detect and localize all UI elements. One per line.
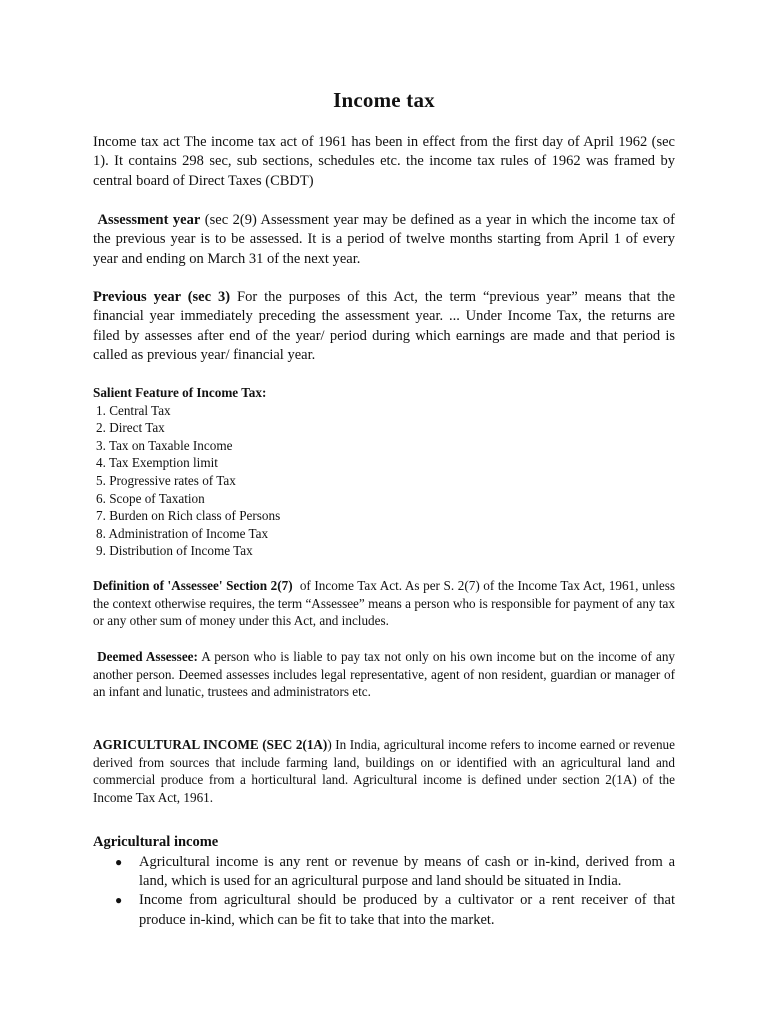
assessee-definition-paragraph xyxy=(93,577,679,630)
assessment-year-label: Assessment year xyxy=(97,212,201,228)
agricultural-income-bullets xyxy=(93,853,675,930)
agricultural-income-heading: Agricultural income xyxy=(93,834,219,850)
deemed-assessee-text: A person who is liable to pay tax not only on his own income but on the income of any another person. Deemed assesses includes legal representative, agent of non resident, guardian or manager of an infant and lunatic, trustees and administrators etc. xyxy=(93,649,676,700)
deemed-assessee-paragraph xyxy=(93,648,675,701)
list-item: 2. Direct Tax xyxy=(96,420,165,436)
list-item xyxy=(93,853,675,891)
previous-year-paragraph xyxy=(93,288,675,366)
page-title: Income tax xyxy=(333,88,435,112)
list-item: 5. Progressive rates of Tax xyxy=(96,472,236,488)
bullet-icon: ● xyxy=(115,855,123,869)
list-item: 6. Scope of Taxation xyxy=(96,490,205,506)
assessment-year-text: (sec 2(9) Assessment year may be defined as a year in which the income tax of the previous year is to be assessed. It is a period of twelve months starting from April 1 of every year and ending on March 31 of the next year. xyxy=(93,212,675,267)
list-item: 9. Distribution of Income Tax xyxy=(96,543,253,559)
previous-year-text: For the purposes of this Act, the term “previous year” means that the financial year immediately preceding the assessment year. ... Under Income Tax, the returns are filed by assesses after end of the year/ period during which earnings are made and that period is called as previous year/ financial year. xyxy=(93,289,676,364)
bullet-text: Agricultural income is any rent or revenue by means of cash or in-kind, derived from a land, which is used for an agricultural purpose and land should be situated in India. xyxy=(139,854,675,890)
salient-features-heading: Salient Feature of Income Tax: xyxy=(93,385,267,400)
bullet-text: Income from agricultural should be produced by a cultivator or a rent receiver of that produce in-kind, which can be fit to take that into the market. xyxy=(139,892,675,928)
list-item: 7. Burden on Rich class of Persons xyxy=(96,508,281,524)
previous-year-label: Previous year (sec 3) xyxy=(93,289,231,305)
deemed-assessee-label: Deemed Assessee: xyxy=(97,649,198,664)
agricultural-income-section-text: ) In India, agricultural income refers to income earned or revenue derived from sources that include farming land, buildings on or identified with an agricultural land and commercial produce from a horticultural land. Agricultural income is defined under section 2(1A) of the Income Tax Act, 1961. xyxy=(93,737,675,805)
list-item: 4. Tax Exemption limit xyxy=(96,455,218,471)
assessee-definition-text: of Income Tax Act. As per S. 2(7) of the Income Tax Act, 1961, unless the context otherwise requires, the term “Assessee” means a person who is responsible for payment of any tax or any other sum of money under this Act, and includes. xyxy=(93,578,679,629)
agricultural-income-section-paragraph xyxy=(93,736,675,806)
intro-paragraph: Income tax act The income tax act of 1961 has been in effect from the first day of April 1962 (sec 1). It contains 298 sec, sub sections, schedules etc. the income tax rules of 1962 was framed by central board of Direct Taxes (CBDT) xyxy=(93,134,675,189)
list-item: 1. Central Tax xyxy=(96,402,171,418)
list-item xyxy=(93,891,675,929)
salient-features-list xyxy=(93,384,281,560)
list-item: 3. Tax on Taxable Income xyxy=(96,437,233,453)
assessment-year-paragraph xyxy=(93,211,675,269)
bullet-icon: ● xyxy=(115,893,123,908)
list-item: 8. Administration of Income Tax xyxy=(96,525,269,541)
assessee-definition-label: Definition of 'Assessee' Section 2(7) xyxy=(93,578,293,593)
agricultural-income-section-label: AGRICULTURAL INCOME (SEC 2(1A) xyxy=(93,737,328,752)
